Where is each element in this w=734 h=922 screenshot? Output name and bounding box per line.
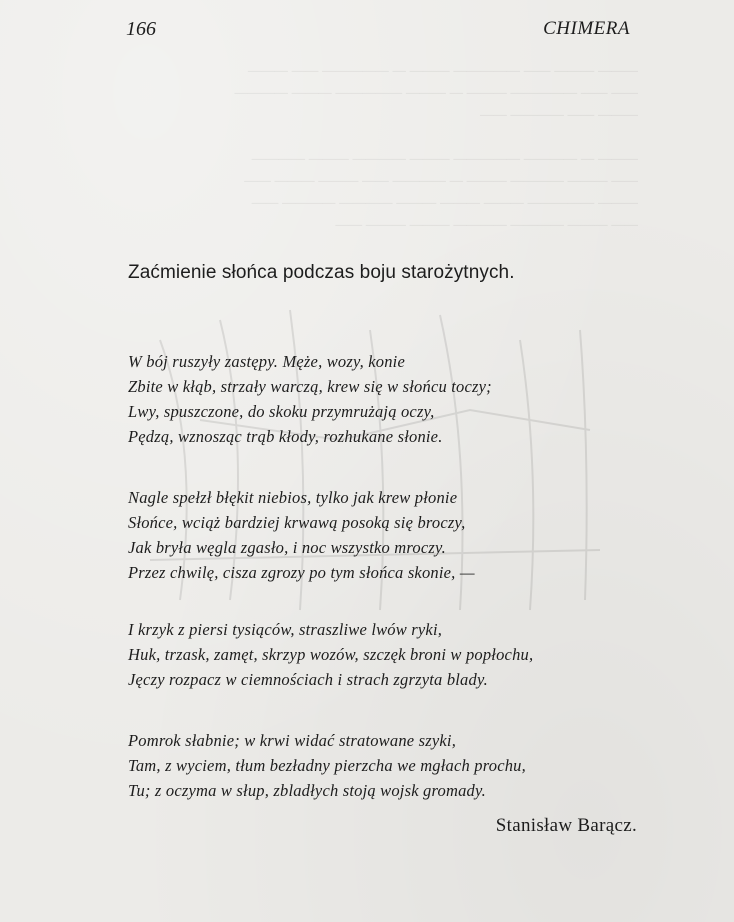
poem-line: Tam, z wyciem, tłum bezładny pierzcha we mgłach prochu,: [128, 756, 526, 775]
running-title: CHIMERA: [543, 18, 630, 39]
page-header: [126, 18, 630, 46]
poem-line: Tu; z oczyma w słup, zbladłych stoją wojsk gromady.: [128, 781, 486, 800]
poem-line: I krzyk z piersi tysiąców, straszliwe lwów ryki,: [128, 620, 443, 639]
poem-line: Jęczy rozpacz w ciemnościach i strach zgrzyta blady.: [128, 670, 488, 689]
poem-line: Nagle spełzł błękit niebios, tylko jak krew płonie: [128, 488, 458, 507]
poem-line: Słońce, wciąż bardziej krwawą posoką się broczy,: [128, 513, 466, 532]
poem-line: Pomrok słabnie; w krwi widać stratowane szyki,: [128, 731, 457, 750]
poem-title: Zaćmienie słońca podczas boju starożytnych.: [128, 262, 515, 283]
poem-line: Pędzą, wznosząc trąb kłody, rozhukane słonie.: [128, 427, 443, 446]
poem-line: Zbite w kłąb, strzały warczą, krew się w słońcu toczy;: [128, 377, 492, 396]
poem-line: Jak bryła węgla zgasło, i noc wszystko mroczy.: [128, 538, 446, 557]
stanza-4: [128, 728, 526, 803]
stanza-3: [128, 617, 533, 692]
stanza-1: [128, 349, 492, 449]
page-number: 166: [126, 18, 156, 40]
author-signature: Stanisław Barącz.: [495, 815, 637, 836]
poem-line: Lwy, spuszczone, do skoku przymrużają oczy,: [128, 402, 435, 421]
bleed-through-text: ——— ——— —— ————— ——— — ————— —— ——— —— —— ————— ——— — ——— ————— ——— ———— ——— —— ———— —— ——— — ———— ————— ——— ———— ——— ———— —— ——— ———— ——— — ———— —— ——— ——— —— ——— ————— ——— ——— ——— ———— ———— —— —— ——— ———— ———— ——— ——— ——: [234, 63, 638, 233]
poem-line: W bój ruszyły zastępy. Męże, wozy, konie: [128, 352, 405, 371]
poem-line: Huk, trzask, zamęt, skrzyp wozów, szczęk broni w popłochu,: [128, 645, 534, 664]
poem-line: Przez chwilę, cisza zgrozy po tym słońca skonie, —: [128, 563, 475, 582]
stanza-2: [128, 485, 475, 585]
